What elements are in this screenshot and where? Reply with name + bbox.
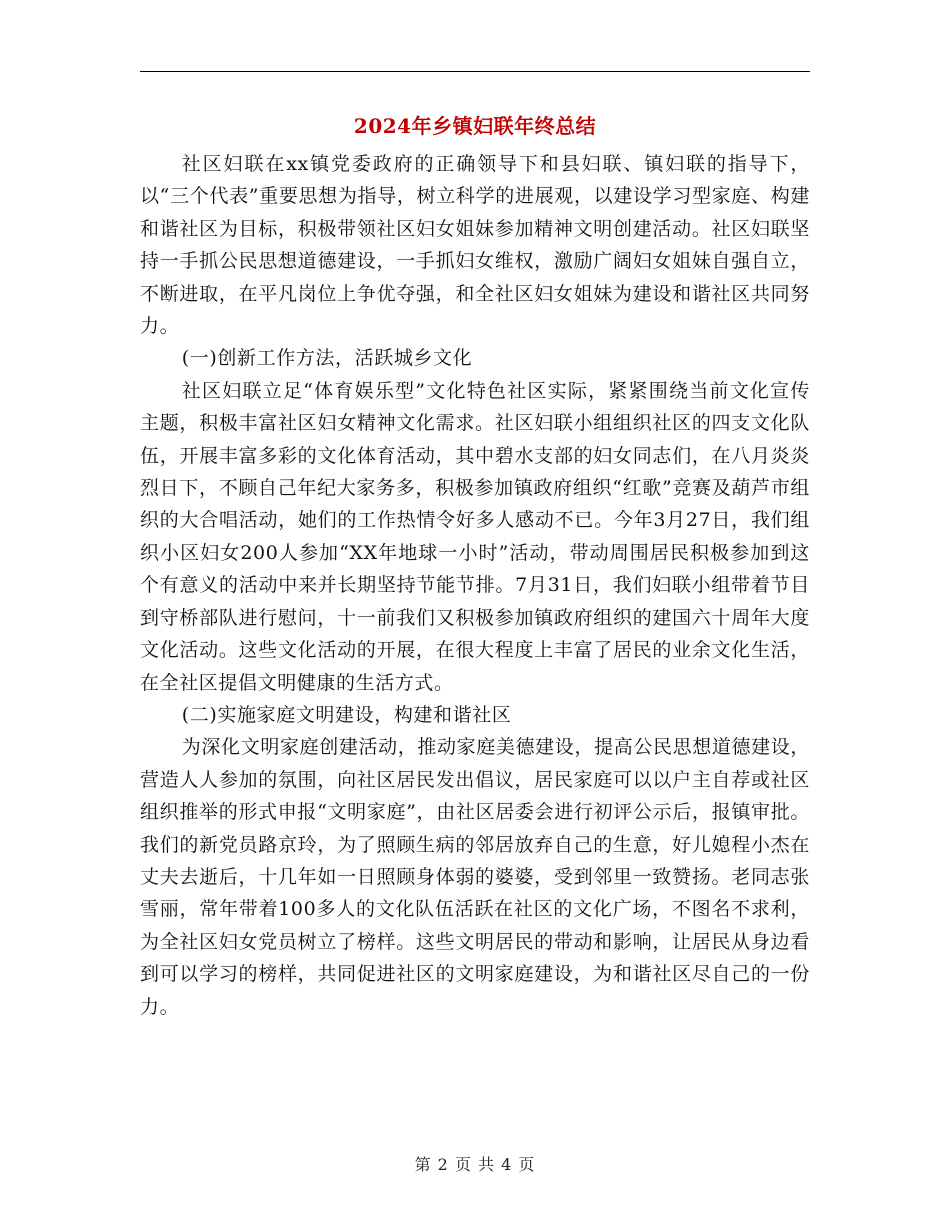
paragraph-section-1: 社区妇联立足“体育娱乐型”文化特色社区实际，紧紧围绕当前文化宣传主题，积极丰富社区妇女精神文化需求。社区妇联小组组织社区的四支文化队伍，开展丰富多彩的文化体育活动，其中碧水支部的妇女同志们，在八月炎炎烈日下，不顾自己年纪大家务多，积极参加镇政府组织“红歌”竞赛及葫芦市组织的大合唱活动，她们的工作热情令好多人感动不已。今年3月27日，我们组织小区妇女200人参加“XX年地球一小时”活动，带动周围居民积极参加到这个有意义的活动中来并长期坚持节能节排。7月31日，我们妇联小组带着节目到守桥部队进行慰问，十一前我们又积极参加镇政府组织的建国六十周年大度文化活动。这些文化活动的开展，在很大程度上丰富了居民的业余文化生活，在全社区提倡文明健康的生活方式。 <box>140 379 810 694</box>
section-heading-2: (二)实施家庭文明建设，构建和谐社区 <box>181 703 512 726</box>
header-rule <box>140 71 810 72</box>
page-footer: 第 2 页 共 4 页 <box>414 1155 536 1174</box>
document-body <box>140 148 810 1023</box>
document-title: 2024年乡镇妇联年终总结 <box>353 114 597 138</box>
paragraph-section-2: 为深化文明家庭创建活动，推动家庭美德建设，提高公民思想道德建设，营造人人参加的氛围，向社区居民发出倡议，居民家庭可以以户主自荐或社区组织推举的形式申报“文明家庭”，由社区居委会进行初评公示后，报镇审批。我们的新党员路京玲，为了照顾生病的邻居放弃自己的生意，好儿媳程小杰在丈夫去逝后，十几年如一日照顾身体弱的婆婆，受到邻里一致赞扬。老同志张雪丽，常年带着100多人的文化队伍活跃在社区的文化广场，不图名不求利，为全社区妇女党员树立了榜样。这些文明居民的带动和影响，让居民从身边看到可以学习的榜样，共同促进社区的文明家庭建设，为和谐社区尽自己的一份力。 <box>140 736 810 1018</box>
section-heading-1: (一)创新工作方法，活跃城乡文化 <box>181 347 473 370</box>
paragraph-intro: 社区妇联在xx镇党委政府的正确领导下和县妇联、镇妇联的指导下，以“三个代表”重要思想为指导，树立科学的进展观，以建设学习型家庭、构建和谐社区为目标，积极带领社区妇女姐妹参加精神文明创建活动。社区妇联坚持一手抓公民思想道德建设，一手抓妇女维权，激励广阔妇女姐妹自强自立，不断进取，在平凡岗位上争优夺强，和全社区妇女姐妹为建设和谐社区共同努力。 <box>140 153 810 338</box>
